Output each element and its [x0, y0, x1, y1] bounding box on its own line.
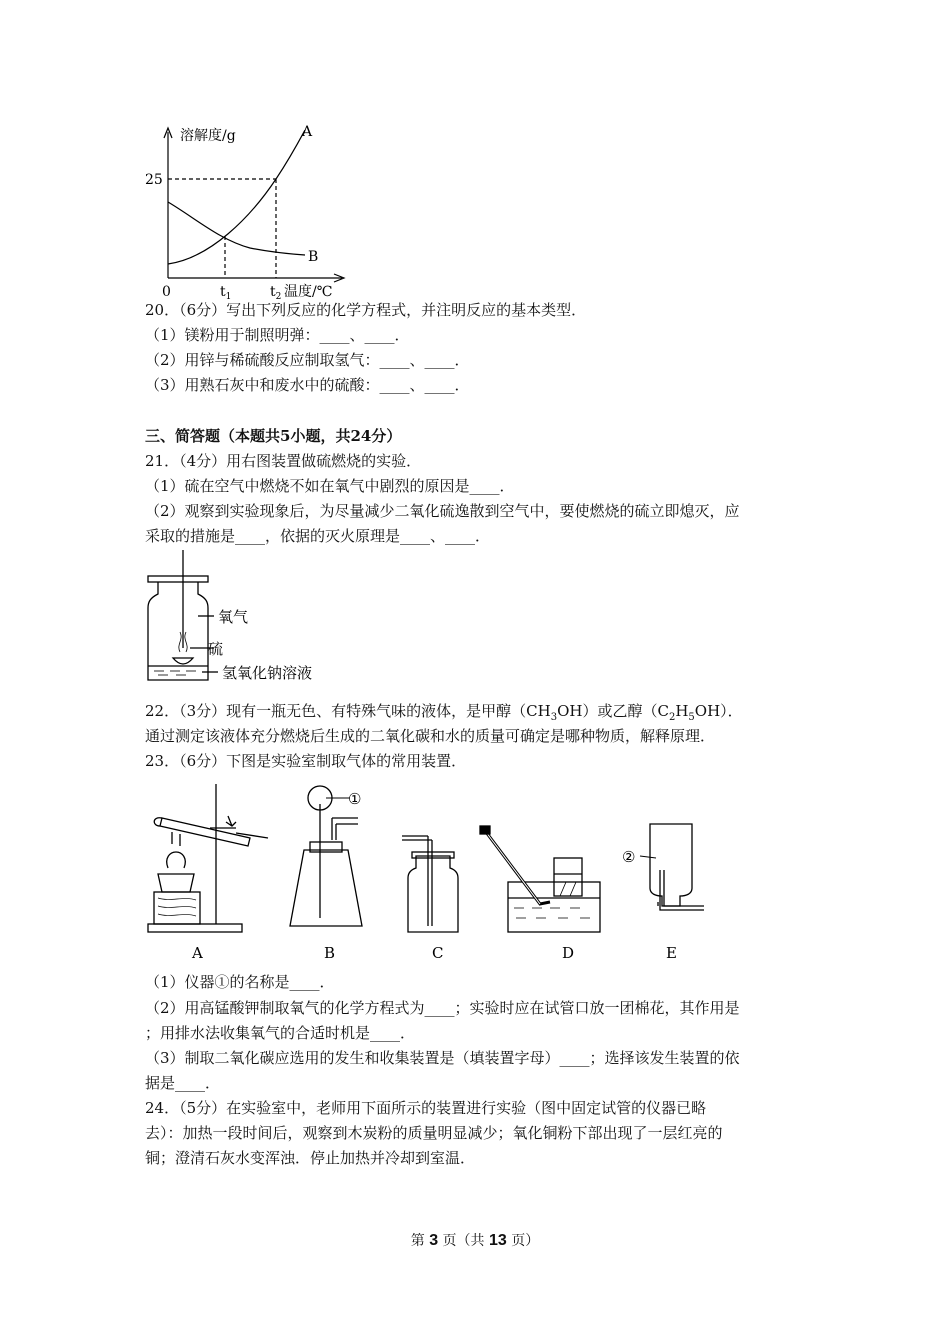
marker-1: ① — [348, 790, 362, 808]
graph-t2: $t_2$ — [270, 284, 282, 302]
apparatus-c — [402, 836, 458, 932]
q20-title: 20．（6分）写出下列反应的化学方程式，并注明反应的基本类型． — [145, 301, 587, 319]
graph-t1: $t_1$ — [220, 284, 232, 302]
q21-item-2: （2）观察到实验现象后，为尽量减少二氧化硫逸散到空气中，要使燃烧的硫立即熄灭，应 — [145, 502, 740, 520]
section-3-title: 三、简答题（本题共5小题，共24分） — [145, 427, 402, 445]
spoon-bowl — [173, 658, 193, 664]
q21-title: 21．（4分）用右图装置做硫燃烧的实验． — [145, 452, 422, 470]
q22-line-2: 通过测定该液体充分燃烧后生成的二氧化碳和水的质量可确定是哪种物质，解释原理． — [145, 727, 716, 745]
q24-line-3: 铜；澄清石灰水变浑浊．停止加热并冷却到室温． — [145, 1149, 476, 1167]
graph-xlabel: 温度/℃ — [284, 284, 333, 300]
graph-y-tick: 25 — [145, 172, 163, 188]
label-b: B — [324, 944, 336, 962]
bottle-lid — [148, 576, 208, 582]
gas-bottle — [148, 582, 208, 680]
apparatus-e — [640, 824, 704, 910]
curve-b-label: B — [308, 249, 319, 265]
graph-origin: 0 — [162, 284, 171, 300]
gas-apparatus-figure — [140, 778, 720, 963]
q23-item-3b: 据是____． — [145, 1074, 221, 1092]
q20-item-3: （3）用熟石灰中和废水中的硫酸：____、____． — [145, 376, 470, 394]
page-total: 13 — [489, 1232, 507, 1249]
apparatus-a — [148, 784, 268, 932]
graph-ylabel: 溶解度/g — [180, 128, 236, 144]
page-footer: 第 3 页（共 13 页） — [410, 1232, 540, 1249]
q23-item-2b: ；用排水法收集氧气的合适时机是____． — [145, 1024, 416, 1042]
q23-item-3: （3）制取二氧化碳应选用的发生和收集装置是（填装置字母）____；选择该发生装置的依 — [145, 1049, 740, 1067]
naoh-label: 氢氧化钠溶液 — [222, 664, 313, 682]
q21-item-1: （1）硫在空气中燃烧不如在氧气中剧烈的原因是____． — [145, 477, 515, 495]
apparatus-d — [480, 826, 600, 932]
q22-line-1: 22．（3分）现有一瓶无色、有特殊气味的液体，是甲醇$(CH_3OH)$或乙醇$(C_2H_5OH)$． — [145, 702, 743, 723]
label-c: C — [432, 944, 444, 962]
curve-a-label: A — [302, 124, 313, 140]
q24-line-2: 去）：加热一段时间后，观察到木炭粉的质量明显减少；氧化铜粉下部出现了一层红亮的 — [145, 1124, 723, 1142]
q23-item-1: （1）仪器①的名称是____． — [145, 973, 335, 991]
curve-b — [168, 202, 305, 255]
q20-item-1: （1）镁粉用于制照明弹：____、____． — [145, 326, 410, 344]
label-a: A — [192, 944, 203, 962]
label-d: D — [562, 944, 575, 962]
page-number: 3 — [429, 1232, 439, 1249]
marker-2: ② — [622, 848, 636, 866]
q20-item-2: （2）用锌与稀硫酸反应制取氢气：____、____． — [145, 351, 470, 369]
solubility-graph — [145, 118, 370, 303]
oxygen-label: 氧气 — [218, 608, 249, 626]
sulfur-burning-apparatus — [140, 548, 350, 688]
sulfur-label: 硫 — [208, 640, 224, 658]
label-e: E — [666, 944, 677, 962]
q23-title: 23．（6分）下图是实验室制取气体的常用装置． — [145, 752, 467, 770]
q24-line-1: 24．（5分）在实验室中，老师用下面所示的装置进行实验（图中固定试管的仪器已略 — [145, 1099, 707, 1117]
q21-item-3: 采取的措施是____，依据的灭火原理是____、____． — [145, 527, 491, 545]
q23-item-2: （2）用高锰酸钾制取氧气的化学方程式为____；实验时应在试管口放一团棉花，其作用是 — [145, 999, 740, 1017]
